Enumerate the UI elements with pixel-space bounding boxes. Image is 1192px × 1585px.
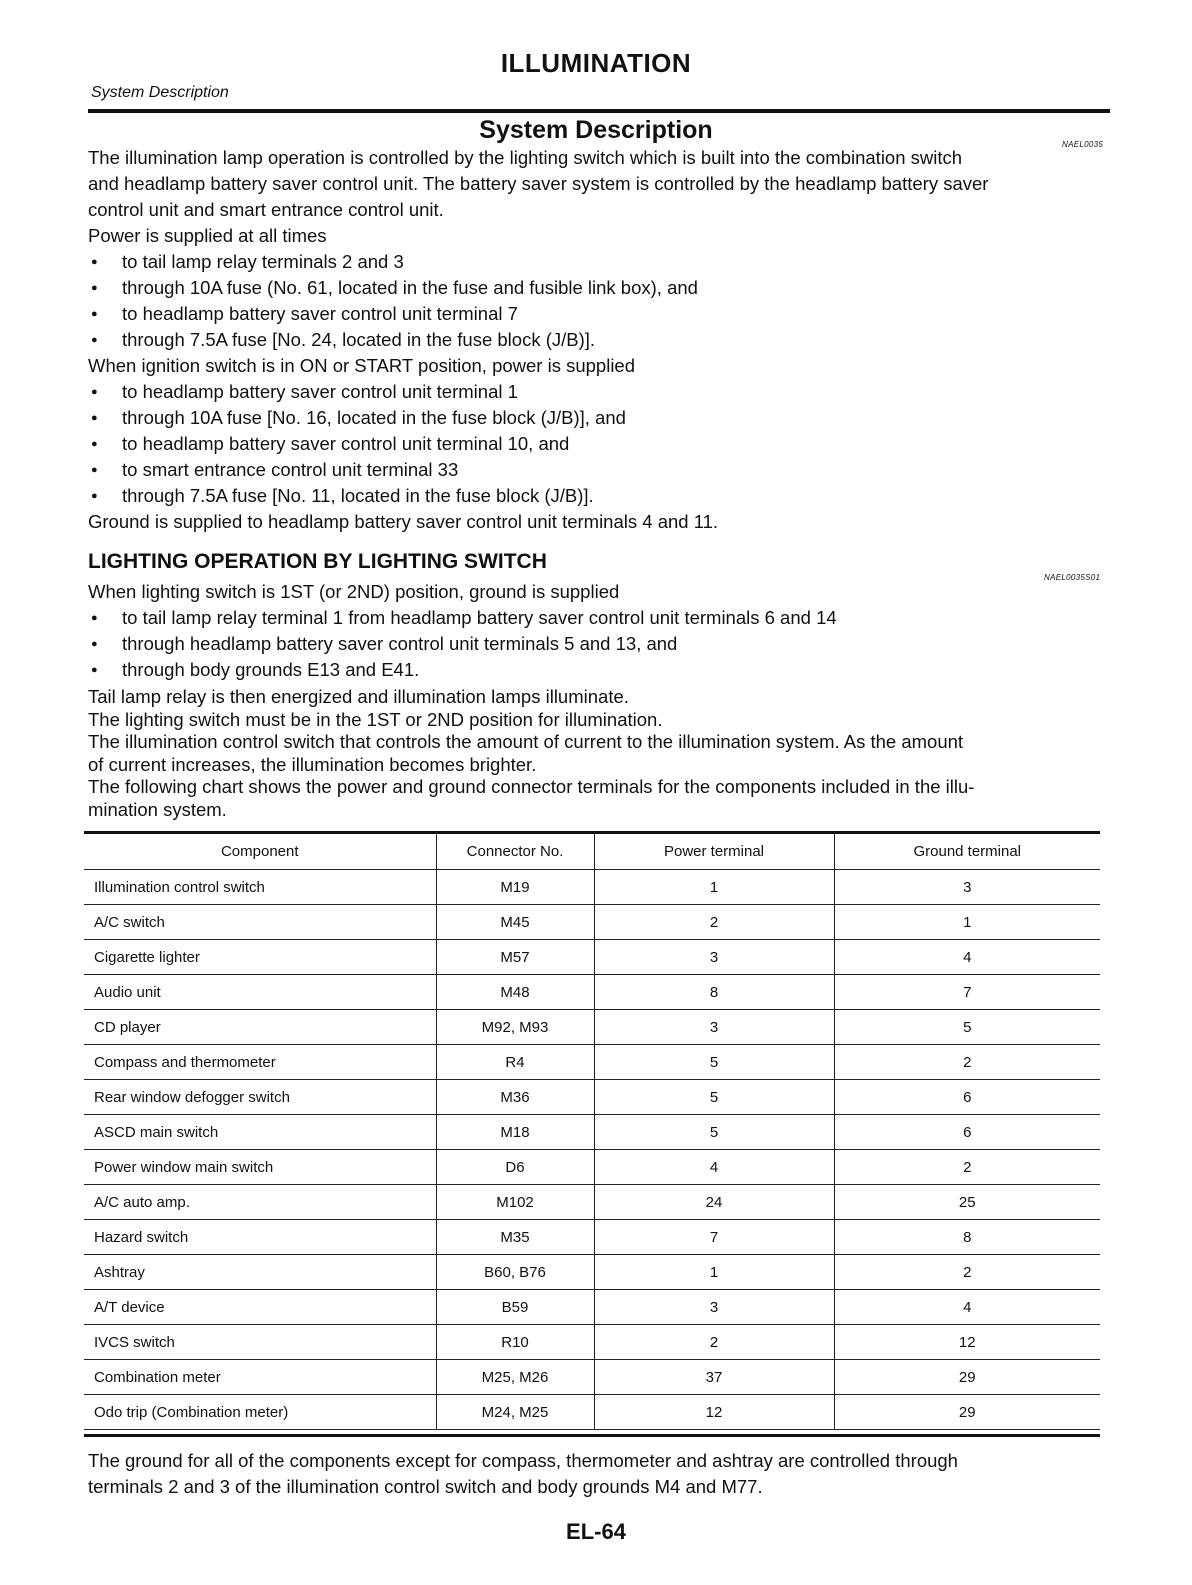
- header-rule: [88, 109, 1110, 113]
- table-row: [84, 1185, 1100, 1220]
- ground-terminal-cell: 6: [834, 1080, 1100, 1115]
- ground-terminal-cell: 7: [834, 975, 1100, 1010]
- ground-terminal-cell: 8: [834, 1220, 1100, 1255]
- power-terminal-cell: 2: [594, 1325, 834, 1360]
- table-row: [84, 1255, 1100, 1290]
- bullet-item: ● to tail lamp relay terminal 1 from headlamp battery saver control unit terminals 6 and 14: [88, 605, 1112, 631]
- connector-cell: M35: [436, 1220, 594, 1255]
- power-terminal-cell: 2: [594, 905, 834, 940]
- component-cell: Illumination control switch: [84, 870, 436, 905]
- power-terminal-cell: 24: [594, 1185, 834, 1220]
- note-line: Tail lamp relay is then energized and illumination lamps illuminate.: [88, 686, 629, 707]
- footer-line: terminals 2 and 3 of the illumination control switch and body grounds M4 and M77.: [88, 1476, 763, 1497]
- ground-terminal-cell: 6: [834, 1115, 1100, 1150]
- lighting-heading: LIGHTING OPERATION BY LIGHTING SWITCH: [88, 550, 547, 573]
- table-row: [84, 940, 1100, 975]
- section-code: NAEL0035: [1062, 140, 1104, 149]
- component-cell: Audio unit: [84, 975, 436, 1010]
- ground-terminal-cell: 4: [834, 1290, 1100, 1325]
- component-cell: Power window main switch: [84, 1150, 436, 1185]
- component-cell: Ashtray: [84, 1255, 436, 1290]
- connector-cell: M19: [436, 870, 594, 905]
- column-header-component: Component: [84, 834, 436, 870]
- intro-line: control unit and smart entrance control unit.: [88, 199, 444, 220]
- terminal-table: [84, 834, 1100, 1430]
- power-terminal-cell: 1: [594, 870, 834, 905]
- column-header-ground: Ground terminal: [834, 834, 1100, 870]
- table-row: [84, 1045, 1100, 1080]
- intro-line: and headlamp battery saver control unit. The battery saver system is controlled by the headlamp battery saver: [88, 173, 989, 194]
- connector-cell: R10: [436, 1325, 594, 1360]
- power-terminal-cell: 12: [594, 1395, 834, 1430]
- component-cell: Combination meter: [84, 1360, 436, 1395]
- bullet-item: ● through 10A fuse [No. 16, located in the fuse block (J/B)], and: [88, 405, 1112, 431]
- ground-terminal-cell: 1: [834, 905, 1100, 940]
- ground-terminal-cell: 4: [834, 940, 1100, 975]
- component-cell: A/C switch: [84, 905, 436, 940]
- bullet-item: ● to headlamp battery saver control unit terminal 1: [88, 379, 1112, 405]
- bullet-item: ● to headlamp battery saver control unit terminal 7: [88, 301, 1112, 327]
- power-terminal-cell: 3: [594, 1290, 834, 1325]
- power-terminal-cell: 8: [594, 975, 834, 1010]
- ground-terminal-cell: 29: [834, 1360, 1100, 1395]
- ground-terminal-cell: 2: [834, 1150, 1100, 1185]
- footer-line: The ground for all of the components except for compass, thermometer and ashtray are controlled through: [88, 1450, 958, 1471]
- component-cell: CD player: [84, 1010, 436, 1045]
- column-header-connector: Connector No.: [436, 834, 594, 870]
- table-row: [84, 905, 1100, 940]
- component-cell: ASCD main switch: [84, 1115, 436, 1150]
- table-row: [84, 1150, 1100, 1185]
- table-header-row: [84, 834, 1100, 870]
- table-row: [84, 975, 1100, 1010]
- power-ignition-lead: When ignition switch is in ON or START position, power is supplied: [88, 355, 636, 376]
- component-cell: Hazard switch: [84, 1220, 436, 1255]
- column-header-power: Power terminal: [594, 834, 834, 870]
- connector-cell: M102: [436, 1185, 594, 1220]
- connector-cell: M45: [436, 905, 594, 940]
- chapter-title: ILLUMINATION: [500, 48, 692, 78]
- power-terminal-cell: 4: [594, 1150, 834, 1185]
- bullet-item: ● through 7.5A fuse [No. 11, located in the fuse block (J/B)].: [88, 483, 1112, 509]
- ground-terminal-cell: 25: [834, 1185, 1100, 1220]
- section-tag: System Description: [91, 84, 229, 101]
- bullet-item: ● to headlamp battery saver control unit terminal 10, and: [88, 431, 1112, 457]
- power-terminal-cell: 3: [594, 940, 834, 975]
- table-row: [84, 1010, 1100, 1045]
- section-heading: System Description: [479, 116, 713, 144]
- connector-cell: M57: [436, 940, 594, 975]
- ground-terminal-cell: 5: [834, 1010, 1100, 1045]
- bullet-item: ● through 7.5A fuse [No. 24, located in the fuse block (J/B)].: [88, 327, 1112, 353]
- lighting-lead: When lighting switch is 1ST (or 2ND) position, ground is supplied: [88, 581, 620, 602]
- bullet-item: ● through 10A fuse (No. 61, located in the fuse and fusible link box), and: [88, 275, 1112, 301]
- note-line: of current increases, the illumination becomes brighter.: [88, 753, 537, 775]
- ground-line: Ground is supplied to headlamp battery saver control unit terminals 4 and 11.: [88, 511, 719, 532]
- connector-cell: M25, M26: [436, 1360, 594, 1395]
- connector-cell: B59: [436, 1290, 594, 1325]
- component-cell: Odo trip (Combination meter): [84, 1395, 436, 1430]
- table-row: [84, 870, 1100, 905]
- bullet-item: ● through body grounds E13 and E41.: [88, 657, 1112, 683]
- ground-terminal-cell: 12: [834, 1325, 1100, 1360]
- system-description-body: [88, 145, 1112, 535]
- component-cell: Cigarette lighter: [84, 940, 436, 975]
- note-line: The illumination control switch that controls the amount of current to the illumination system. As the amount: [88, 731, 964, 752]
- component-cell: Rear window defogger switch: [84, 1080, 436, 1115]
- power-terminal-cell: 1: [594, 1255, 834, 1290]
- power-terminal-cell: 3: [594, 1010, 834, 1045]
- note-line: The following chart shows the power and ground connector terminals for the components included in the illu-: [88, 776, 975, 797]
- power-terminal-cell: 5: [594, 1080, 834, 1115]
- ground-terminal-cell: 2: [834, 1045, 1100, 1080]
- page-number: EL-64: [566, 1519, 626, 1544]
- ground-terminal-cell: 3: [834, 870, 1100, 905]
- connector-cell: M18: [436, 1115, 594, 1150]
- power-terminal-cell: 5: [594, 1045, 834, 1080]
- ground-terminal-cell: 2: [834, 1255, 1100, 1290]
- table-row: [84, 1395, 1100, 1430]
- lighting-notes: [88, 686, 1112, 821]
- component-cell: IVCS switch: [84, 1325, 436, 1360]
- table-row: [84, 1360, 1100, 1395]
- table-row: [84, 1115, 1100, 1150]
- connector-cell: B60, B76: [436, 1255, 594, 1290]
- intro-line: The illumination lamp operation is controlled by the lighting switch which is built into the combination switch: [88, 147, 963, 168]
- component-cell: A/C auto amp.: [84, 1185, 436, 1220]
- component-cell: A/T device: [84, 1290, 436, 1325]
- bullet-item: ● to smart entrance control unit terminal 33: [88, 457, 1112, 483]
- table-bottom-rule: [84, 1434, 1100, 1437]
- lighting-code: NAEL0035S01: [1044, 573, 1101, 582]
- table-body: [84, 870, 1100, 1430]
- note-line: The lighting switch must be in the 1ST or 2ND position for illumination.: [88, 708, 663, 730]
- connector-cell: R4: [436, 1045, 594, 1080]
- power-terminal-cell: 37: [594, 1360, 834, 1395]
- ground-terminal-cell: 29: [834, 1395, 1100, 1430]
- power-terminal-cell: 7: [594, 1220, 834, 1255]
- footer-note: [88, 1448, 1112, 1500]
- component-cell: Compass and thermometer: [84, 1045, 436, 1080]
- connector-cell: M92, M93: [436, 1010, 594, 1045]
- table-row: [84, 1080, 1100, 1115]
- power-terminal-cell: 5: [594, 1115, 834, 1150]
- connector-cell: D6: [436, 1150, 594, 1185]
- bullet-item: ● through headlamp battery saver control unit terminals 5 and 13, and: [88, 631, 1112, 657]
- bullet-item: ● to tail lamp relay terminals 2 and 3: [88, 249, 1112, 275]
- connector-cell: M36: [436, 1080, 594, 1115]
- connector-cell: M48: [436, 975, 594, 1010]
- note-line: mination system.: [88, 798, 227, 820]
- table-row: [84, 1325, 1100, 1360]
- connector-cell: M24, M25: [436, 1395, 594, 1430]
- power-always-lead: Power is supplied at all times: [88, 225, 327, 246]
- lighting-body: [88, 579, 1112, 683]
- table-row: [84, 1220, 1100, 1255]
- table-row: [84, 1290, 1100, 1325]
